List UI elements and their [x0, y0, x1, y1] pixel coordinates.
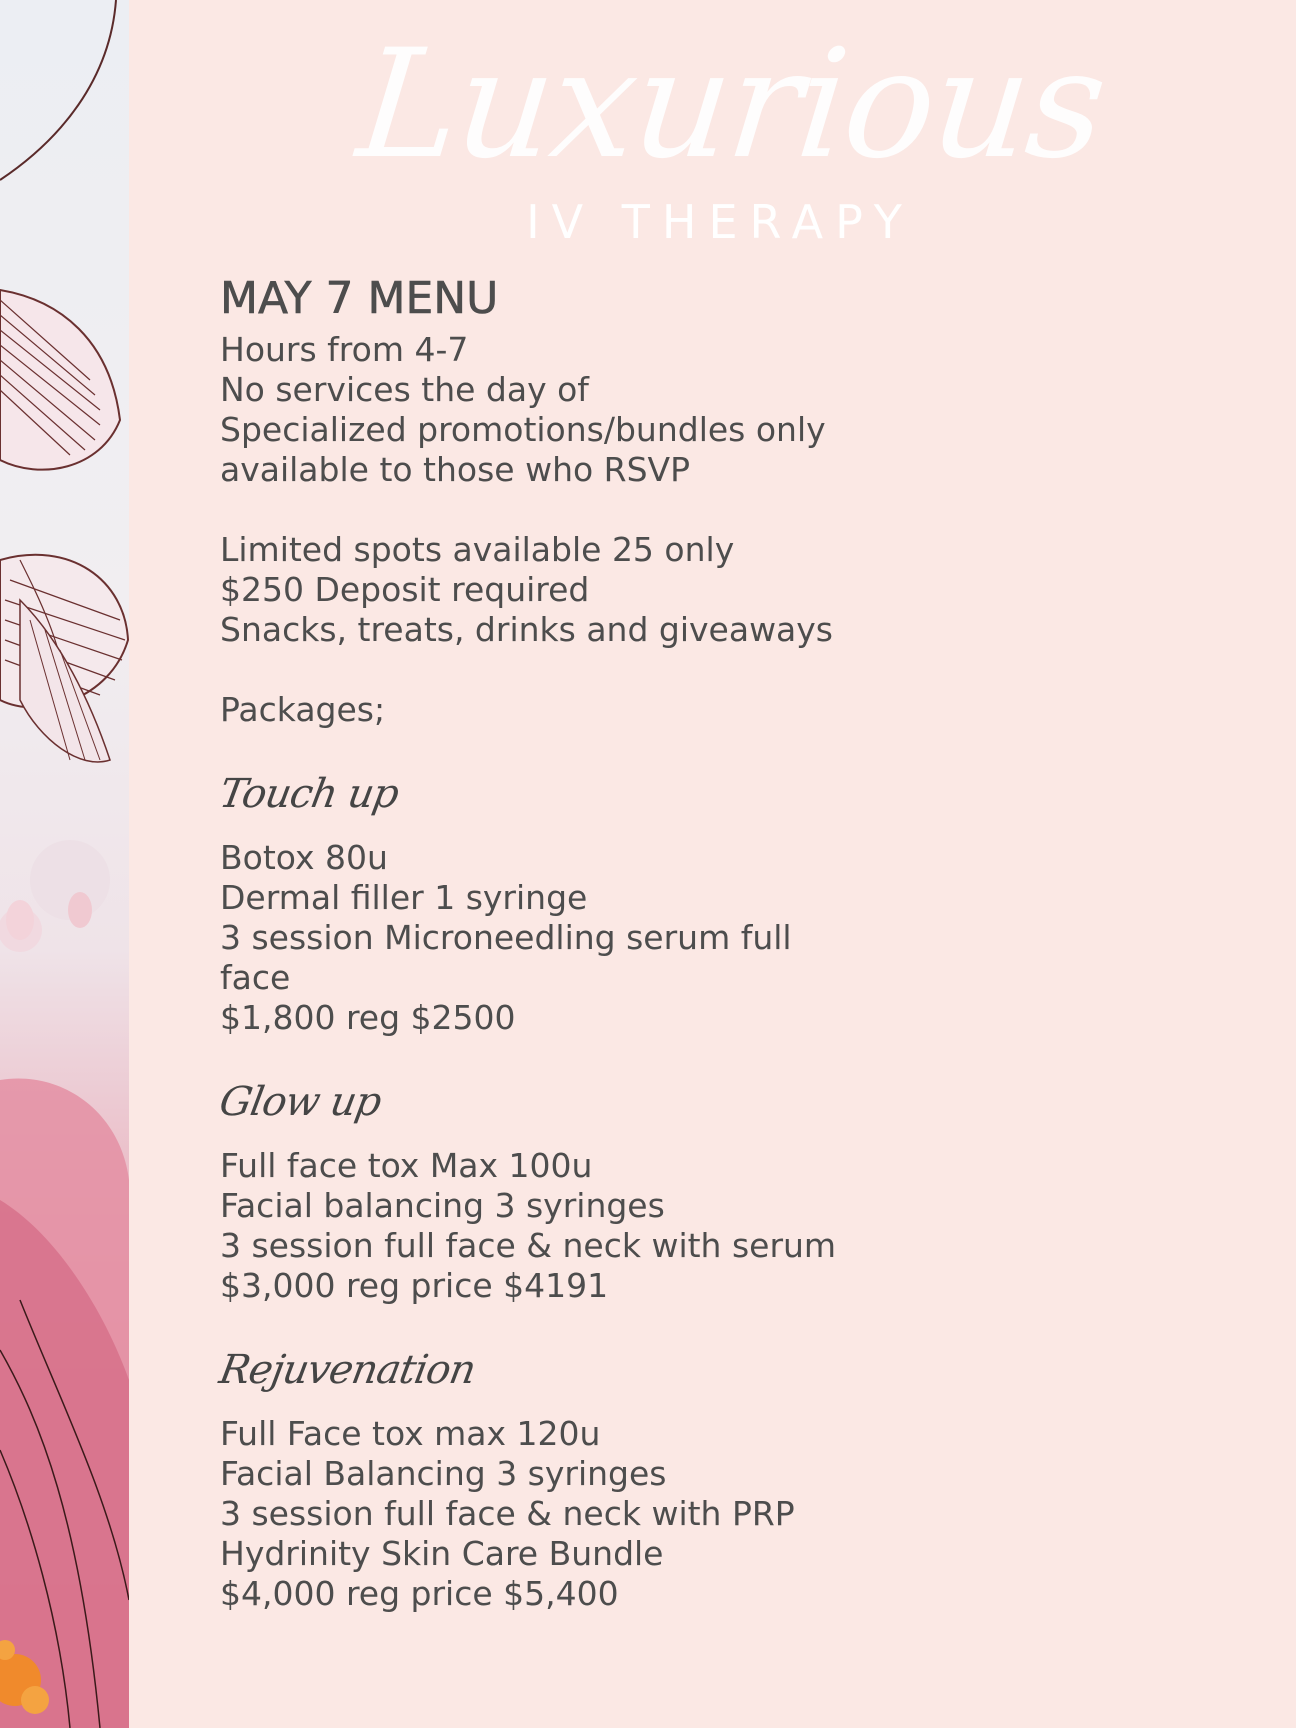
package-price: $3,000 reg price $4191: [220, 1266, 609, 1305]
package-glow-up: [215, 1072, 1040, 1306]
intro-line: Specialized promotions/bundles only: [220, 410, 826, 449]
package-item: Dermal filler 1 syringe: [220, 878, 588, 917]
package-touch-up: [215, 764, 1040, 1038]
packages-heading: Packages;: [220, 690, 386, 729]
package-item: Facial balancing 3 syringes: [220, 1186, 665, 1225]
package-name: Touch up: [215, 771, 402, 817]
package-item: 3 session full face & neck with PRP: [220, 1494, 795, 1533]
floral-border-illustration: [0, 0, 129, 1728]
package-price: $1,800 reg $2500: [220, 998, 516, 1037]
intro-block: [220, 330, 1040, 490]
intro-line: No services the day of: [220, 370, 589, 409]
logo-script-text: Luxurious: [350, 18, 1113, 192]
package-item: Full Face tox max 120u: [220, 1414, 601, 1453]
spacer: [220, 650, 1040, 690]
brand-logo: [350, 10, 1113, 260]
package-item: 3 session Microneedling serum full: [220, 918, 792, 957]
package-item: Facial Balancing 3 syringes: [220, 1454, 667, 1493]
details-block: [220, 530, 1040, 650]
package-item: face: [220, 958, 291, 997]
package-item: Full face tox Max 100u: [220, 1146, 593, 1185]
menu-content: [215, 268, 1040, 1614]
spacer: [220, 490, 1040, 530]
intro-line: available to those who RSVP: [220, 450, 691, 489]
logo-subtitle: IV THERAPY: [526, 195, 914, 249]
package-name: Rejuvenation: [215, 1347, 479, 1393]
package-item: Botox 80u: [220, 838, 388, 877]
package-name: Glow up: [215, 1079, 385, 1125]
package-item: Hydrinity Skin Care Bundle: [220, 1534, 664, 1573]
package-price: $4,000 reg price $5,400: [220, 1574, 619, 1613]
detail-line: $250 Deposit required: [220, 570, 590, 609]
detail-line: Limited spots available 25 only: [220, 530, 735, 569]
package-item: 3 session full face & neck with serum: [220, 1226, 837, 1265]
detail-line: Snacks, treats, drinks and giveaways: [220, 610, 833, 649]
intro-line: Hours from 4-7: [220, 330, 469, 369]
package-rejuvenation: [215, 1340, 1040, 1614]
menu-title: MAY 7 MENU: [220, 273, 499, 324]
